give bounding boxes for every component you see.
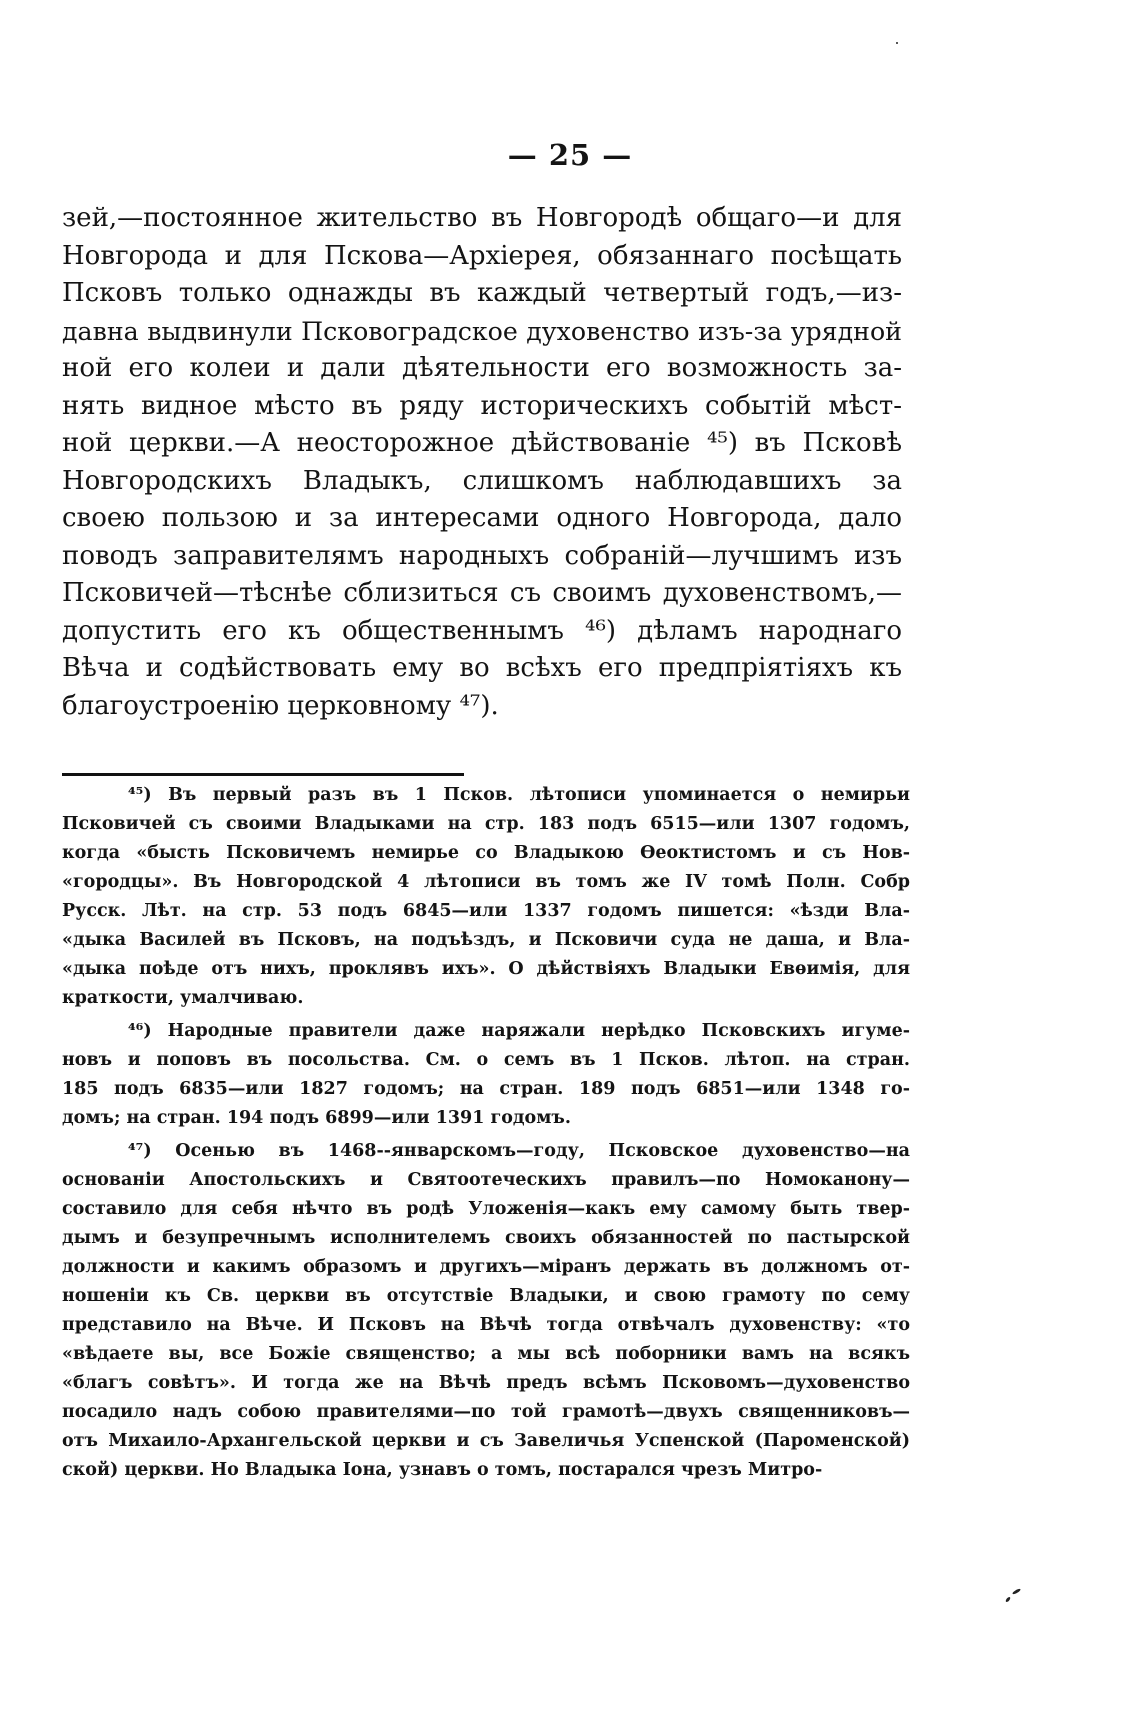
footnote-line: «благъ совѣтъ». И тогда же на Вѣчѣ предъ всѣмъ Псковомъ—духовенство	[62, 1373, 910, 1393]
footnote-line: «дыка Василей въ Псковъ, на подъѣздъ, и Псковичи суда не даша, и Вла-	[62, 930, 910, 950]
footnote-45	[62, 781, 910, 1013]
footnote-line: краткости, умалчиваю.	[62, 988, 304, 1008]
footnote-line: ской) церкви. Но Владыка Іона, узнавъ о томъ, постарался чрезъ Митро-	[62, 1460, 823, 1480]
main-text-line: Вѣча и содѣйствовать ему во всѣхъ его предпріятіяхъ къ	[62, 653, 902, 683]
footnote-line: дымъ и безупречнымъ исполнителемъ своихъ обязанностей по пастырской	[62, 1228, 910, 1248]
footnote-line: домъ; на стран. 194 подъ 6899—или 1391 годомъ.	[62, 1108, 571, 1128]
footnote-47	[62, 1137, 910, 1485]
footnote-line: ⁴⁶) Народные правители даже наряжали нерѣдко Псковскихъ игуме-	[128, 1021, 910, 1041]
ink-speck	[1012, 1588, 1021, 1595]
footnote-line: должности и какимъ образомъ и другихъ—міранъ держать въ должномъ от-	[62, 1257, 910, 1277]
footnote-line: Русск. Лѣт. на стр. 53 подъ 6845—или 1337 годомъ пишется: «ѣзди Вла-	[62, 901, 910, 921]
main-text-line: ной его колеи и дали дѣятельности его возможность за-	[62, 353, 902, 383]
footnote-line: отъ Михаило-Архангельской церкви и съ Завеличья Успенской (Пароменской)	[62, 1431, 910, 1451]
page-number: — 25 —	[507, 138, 633, 172]
footnote-46	[62, 1017, 910, 1133]
footnote-line: «вѣдаете вы, все Божіе священство; а мы всѣ поборники вамъ на всякъ	[62, 1344, 910, 1364]
main-text-line: ной церкви.—А неосторожное дѣйствованіе ⁴⁵) въ Псковѣ	[62, 428, 902, 458]
footnote-line: 185 подъ 6835—или 1827 годомъ; на стран. 189 подъ 6851—или 1348 го-	[62, 1079, 910, 1099]
footnote-line: Псковичей съ своими Владыками на стр. 183 подъ 6515—или 1307 годомъ,	[62, 814, 910, 834]
footnote-line: когда «бысть Псковичемъ немирье со Владыкою Өеоктистомъ и съ Нов-	[62, 843, 910, 863]
main-text-line: Новгородскихъ Владыкъ, слишкомъ наблюдавшихъ за	[62, 465, 902, 496]
main-text-line: Псковъ только однажды въ каждый четвертый годъ,—из-	[62, 278, 902, 308]
footnote-line: составило для себя нѣчто въ родѣ Уложенія—какъ ему самому быть твер-	[62, 1199, 910, 1219]
footnote-line: «дыка поѣде отъ нихъ, проклявъ ихъ». О дѣйствіяхъ Владыки Евѳимія, для	[62, 959, 910, 979]
main-text-line: зей,—постоянное жительство въ Новгородѣ общаго—и для	[62, 203, 902, 233]
main-text-line: своею пользою и за интересами одного Новгорода, дало	[62, 503, 902, 533]
main-text-line: нять видное мѣсто въ ряду историческихъ событій мѣст-	[62, 390, 902, 421]
main-text-line: допустить его къ общественнымъ ⁴⁶) дѣламъ народнаго	[62, 615, 902, 646]
footnote-line: ношеніи къ Св. церкви въ отсутствіе Владыки, и свою грамоту по сему	[62, 1286, 910, 1306]
footnote-line: представило на Вѣче. И Псковъ на Вѣчѣ тогда отвѣчалъ духовенству: «то	[62, 1315, 910, 1335]
main-text-line: давна выдвинули Псковоградское духовенство изъ-за урядной	[62, 316, 902, 346]
main-text-line: благоустроенію церковному ⁴⁷).	[62, 690, 499, 721]
ink-speck	[896, 42, 898, 44]
footnotes-block	[62, 781, 910, 1485]
main-text-line: Псковичей—тѣснѣе сблизиться съ своимъ духовенствомъ,—	[62, 578, 902, 608]
ink-speck	[1005, 1596, 1011, 1603]
footnote-line: посадило надъ собою правителями—по той грамотѣ—двухъ священниковъ—	[62, 1402, 910, 1422]
main-text-line: поводъ заправителямъ народныхъ собраній—лучшимъ изъ	[62, 540, 902, 571]
footnote-line: ⁴⁷) Осенью въ 1468--январскомъ—году, Псковское духовенство—на	[128, 1141, 910, 1161]
footnote-line: основаніи Апостольскихъ и Святоотеческихъ правилъ—по Номоканону—	[62, 1170, 910, 1190]
footnote-line: новъ и поповъ въ посольства. См. о семъ въ 1 Псков. лѣтоп. на стран.	[62, 1050, 910, 1070]
footnote-separator	[62, 773, 464, 776]
main-text-block	[62, 200, 902, 725]
footnote-line: ⁴⁵) Въ первый разъ въ 1 Псков. лѣтописи упоминается о немирьи	[128, 785, 910, 805]
footnote-line: «городцы». Въ Новгородской 4 лѣтописи въ томъ же IV томѣ Полн. Собр	[62, 872, 910, 892]
main-text-line: Новгорода и для Пскова—Архіерея, обязаннаго посѣщать	[62, 240, 902, 271]
